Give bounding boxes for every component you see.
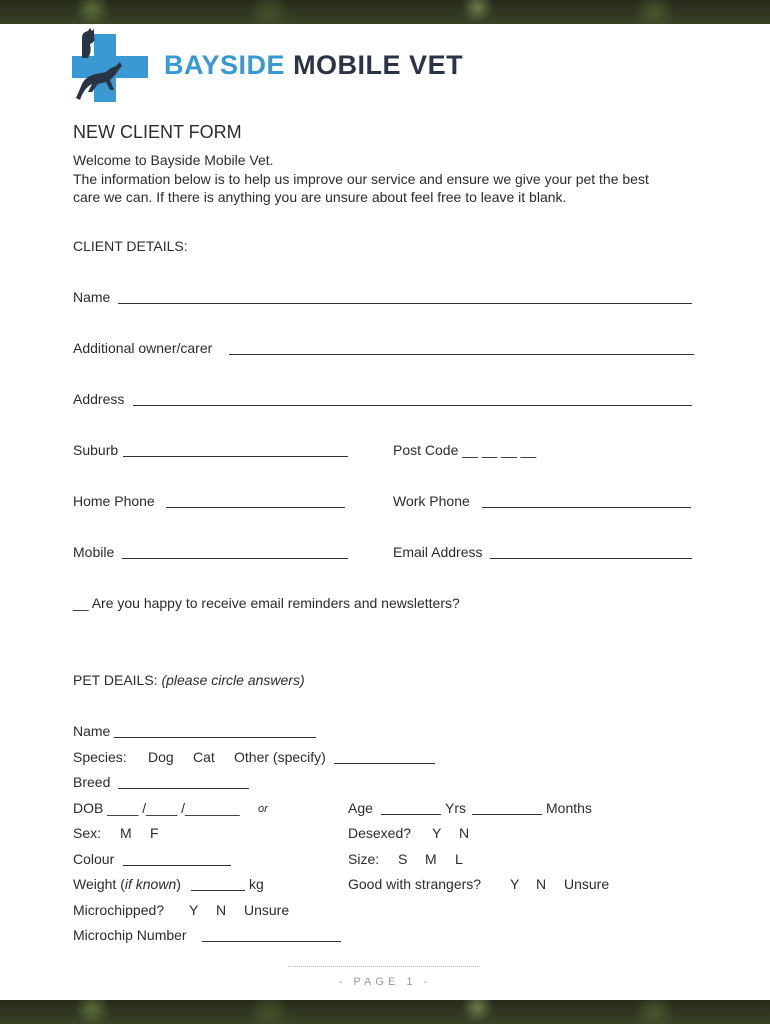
weight-label-close: ): [176, 876, 181, 892]
address-label: Address: [73, 391, 125, 407]
dob-or-text: or: [258, 803, 268, 815]
client-name-field[interactable]: [118, 303, 692, 304]
strangers-option-yes[interactable]: Y: [510, 876, 520, 892]
pet-name-label: Name: [73, 723, 111, 739]
strangers-label: Good with strangers?: [348, 876, 482, 892]
dob-field[interactable]: DOB ____ /____ /_______: [73, 800, 240, 816]
email-optin-checkbox[interactable]: __ Are you happy to receive email reminders and newsletters?: [73, 595, 460, 611]
pet-details-heading-text: PET DEAILS:: [73, 672, 158, 688]
microchipped-option-no[interactable]: N: [216, 902, 227, 918]
logo: [72, 28, 148, 102]
footer-divider: [288, 966, 480, 967]
microchipped-label: Microchipped?: [73, 902, 165, 918]
size-label: Size:: [348, 851, 380, 867]
microchipped-option-yes[interactable]: Y: [189, 902, 199, 918]
address-field[interactable]: [133, 405, 692, 406]
strangers-option-unsure[interactable]: Unsure: [564, 876, 610, 892]
work-phone-label: Work Phone: [393, 493, 470, 509]
sex-option-m[interactable]: M: [120, 825, 132, 841]
sex-label: Sex:: [73, 825, 102, 841]
postcode-field[interactable]: Post Code __ __ __ __: [393, 442, 537, 458]
additional-owner-field[interactable]: [229, 354, 694, 355]
microchip-number-field[interactable]: [202, 941, 341, 942]
page-number: - PAGE 1 -: [338, 976, 432, 988]
suburb-label: Suburb: [73, 442, 119, 458]
age-years-unit: Yrs: [445, 800, 466, 816]
intro-text: [73, 151, 698, 207]
strangers-option-no[interactable]: N: [536, 876, 547, 892]
colour-field[interactable]: [123, 865, 231, 866]
age-years-field[interactable]: [381, 814, 441, 815]
intro-line: care we can. If there is anything you are unsure about feel free to leave it blank.: [73, 189, 567, 205]
weight-field[interactable]: [191, 890, 245, 891]
form-title: NEW CLIENT FORM: [73, 122, 242, 142]
species-other-field[interactable]: [334, 763, 435, 764]
home-phone-field[interactable]: [166, 507, 345, 508]
brand-name: [164, 50, 463, 81]
suburb-field[interactable]: [123, 456, 348, 457]
client-details-heading: CLIENT DETAILS:: [73, 238, 188, 254]
brand-name-part1: BAYSIDE: [164, 50, 286, 80]
work-phone-field[interactable]: [482, 507, 691, 508]
form-page: [0, 24, 770, 1000]
microchip-number-label: Microchip Number: [73, 927, 187, 943]
brand-name-part2: MOBILE VET: [293, 50, 464, 80]
pet-name-field[interactable]: [114, 737, 316, 738]
client-name-label: Name: [73, 289, 111, 305]
size-option-l[interactable]: L: [455, 851, 463, 867]
pet-details-heading: [73, 672, 305, 688]
species-option-dog[interactable]: Dog: [148, 749, 174, 765]
age-months-unit: Months: [546, 800, 592, 816]
weight-label-note: if known: [124, 876, 177, 892]
weight-unit: kg: [249, 876, 264, 892]
size-option-s[interactable]: S: [398, 851, 408, 867]
age-label: Age: [348, 800, 373, 816]
home-phone-label: Home Phone: [73, 493, 155, 509]
weight-label: [73, 876, 181, 892]
email-label: Email Address: [393, 544, 483, 560]
size-option-m[interactable]: M: [425, 851, 437, 867]
species-option-cat[interactable]: Cat: [193, 749, 215, 765]
background-grass-top: [0, 0, 770, 24]
mobile-label: Mobile: [73, 544, 115, 560]
species-label: Species:: [73, 749, 127, 765]
age-months-field[interactable]: [472, 814, 542, 815]
cross-pets-logo-icon: [72, 28, 148, 102]
sex-option-f[interactable]: F: [150, 825, 159, 841]
desexed-label: Desexed?: [348, 825, 412, 841]
weight-label-text: Weight (: [73, 876, 125, 892]
pet-details-heading-note: (please circle answers): [161, 672, 305, 688]
desexed-option-yes[interactable]: Y: [432, 825, 442, 841]
email-field[interactable]: [490, 558, 692, 559]
mobile-field[interactable]: [122, 558, 348, 559]
intro-line: The information below is to help us improve our service and ensure we give your pet the best: [73, 170, 649, 187]
background-grass-bottom: [0, 1000, 770, 1024]
species-option-other[interactable]: Other (specify): [234, 749, 326, 765]
colour-label: Colour: [73, 851, 115, 867]
desexed-option-no[interactable]: N: [459, 825, 470, 841]
intro-line: Welcome to Bayside Mobile Vet.: [73, 152, 274, 168]
breed-label: Breed: [73, 774, 111, 790]
breed-field[interactable]: [118, 788, 249, 789]
microchipped-option-unsure[interactable]: Unsure: [244, 902, 290, 918]
additional-owner-label: Additional owner/carer: [73, 340, 213, 356]
